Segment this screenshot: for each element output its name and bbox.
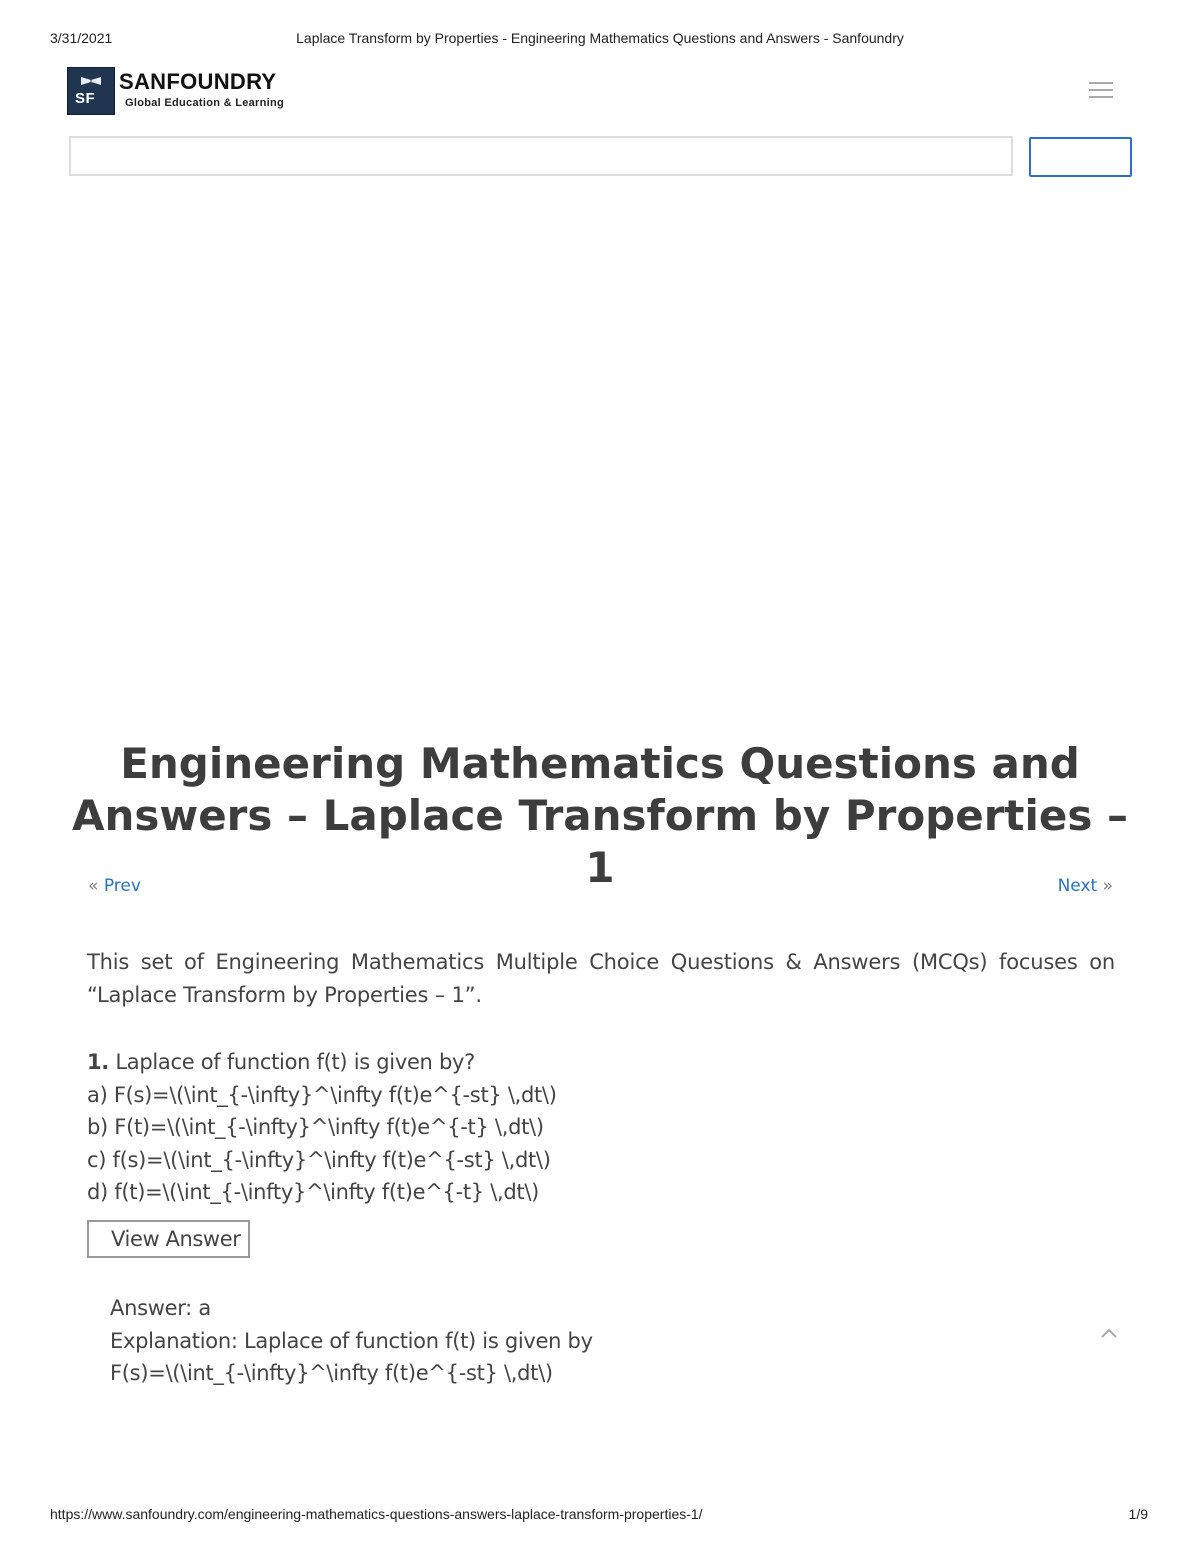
question-text (87, 1046, 1115, 1079)
book-icon (80, 74, 102, 86)
search-input[interactable] (69, 136, 1013, 176)
logo-badge-text: SF (75, 90, 96, 107)
option-d: d) f(t)=\(\int_{-\infty}^\infty f(t)e^{-t} \,dt\) (87, 1180, 540, 1204)
answer-text: Answer: a (110, 1296, 211, 1320)
chevron-up-icon[interactable] (1100, 1327, 1118, 1339)
next-mark: » (1102, 876, 1113, 896)
search-button[interactable] (1029, 137, 1132, 177)
print-header (50, 30, 1150, 50)
explanation-formula: F(s)=\(\int_{-\infty}^\infty f(t)e^{-st} \,dt\) (110, 1361, 553, 1385)
question-prompt: Laplace of function f(t) is given by? (115, 1050, 475, 1074)
print-footer (50, 1506, 1148, 1524)
prev-link[interactable] (88, 876, 141, 896)
site-logo[interactable] (67, 67, 327, 115)
view-answer-button[interactable]: View Answer (87, 1220, 250, 1258)
question-block (87, 1046, 1115, 1209)
logo-badge (67, 67, 115, 115)
option-a: a) F(s)=\(\int_{-\infty}^\infty f(t)e^{-st} \,dt\) (87, 1082, 557, 1107)
logo-tagline: Global Education & Learning (125, 97, 285, 109)
explanation-text: Explanation: Laplace of function f(t) is given by (110, 1328, 593, 1353)
print-document-title: Laplace Transform by Properties - Engineering Mathematics Questions and Answers - Sanfoundry (296, 30, 904, 46)
print-url: https://www.sanfoundry.com/engineering-mathematics-questions-answers-laplace-transform-properties-1/ (50, 1506, 703, 1522)
next-link[interactable] (1058, 876, 1113, 896)
prev-label: Prev (103, 876, 141, 896)
print-date: 3/31/2021 (50, 30, 113, 46)
question-number: 1. (87, 1050, 109, 1074)
option-b: b) F(t)=\(\int_{-\infty}^\infty f(t)e^{-t} \,dt\) (87, 1115, 544, 1139)
print-page-number: 1/9 (1128, 1506, 1148, 1522)
next-label: Next (1057, 876, 1098, 896)
prev-mark: « (88, 876, 99, 896)
page-title: Engineering Mathematics Questions and Answers – Laplace Transform by Properties – 1 (71, 739, 1129, 892)
intro-paragraph: This set of Engineering Mathematics Multiple Choice Questions & Answers (MCQs) focuses on “Laplace Transform by Properties – 1”. (87, 950, 1115, 1007)
logo-brand: SANFOUNDRY (119, 69, 277, 94)
hamburger-icon[interactable] (1089, 80, 1115, 100)
option-c: c) f(s)=\(\int_{-\infty}^\infty f(t)e^{-st} \,dt\) (87, 1147, 551, 1172)
answer-block (110, 1292, 1110, 1385)
